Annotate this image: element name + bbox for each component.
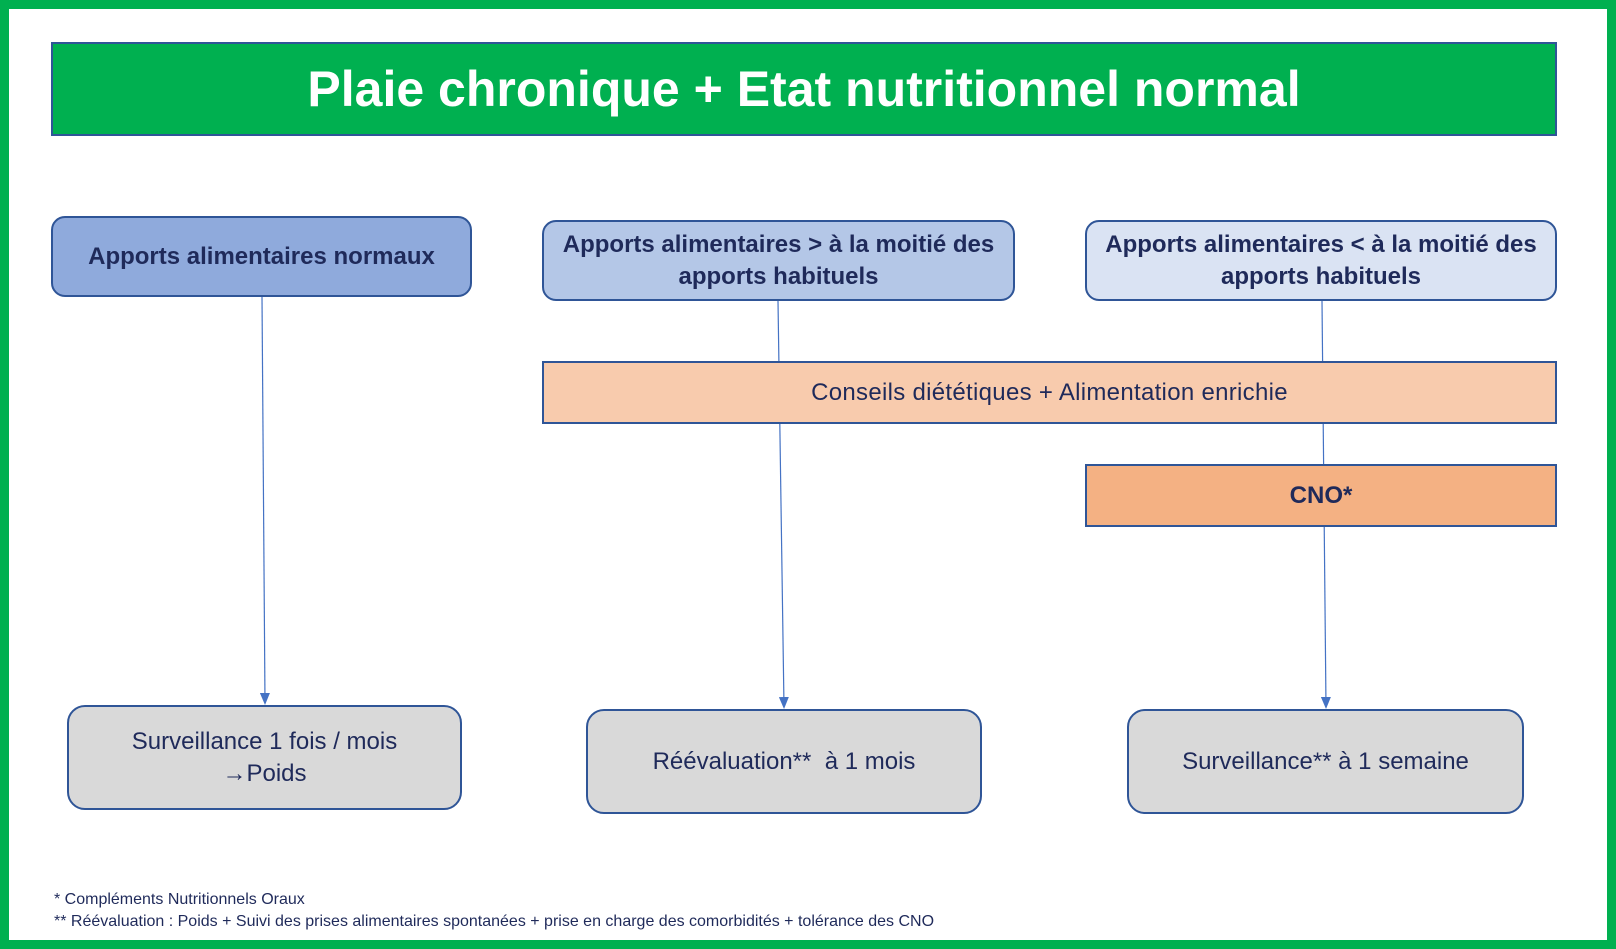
arrow-column-1 [262,297,265,703]
footnote-reevaluation: ** Réévaluation : Poids + Suivi des prises alimentaires spontanées + prise en charge des comorbidités + tolérance des CNO [54,913,935,930]
header-apports-superieurs-moitie: Apports alimentaires > à la moitié des apports habituels [542,220,1015,301]
outcome-1-line-1: Surveillance 1 fois / mois [131,728,398,756]
conseils-dietetiques-box: Conseils diététiques + Alimentation enrichie [542,361,1557,424]
header-apports-normaux: Apports alimentaires normaux [51,216,472,297]
diagram-title: Plaie chronique + Etat nutritionnel normal [51,42,1557,136]
footnotes [54,889,934,933]
outcome-surveillance-mensuelle [67,705,462,810]
header-apports-inferieurs-moitie: Apports alimentaires < à la moitié des apports habituels [1085,220,1557,301]
cno-box: CNO* [1085,464,1557,527]
outcome-surveillance-1-semaine: Surveillance** à 1 semaine [1127,709,1524,814]
outcome-reevaluation-1-mois: Réévaluation** à 1 mois [586,709,982,814]
footnote-cno: * Compléments Nutritionnels Oraux [54,891,305,908]
outcome-1-line-2: →Poids [222,759,307,787]
